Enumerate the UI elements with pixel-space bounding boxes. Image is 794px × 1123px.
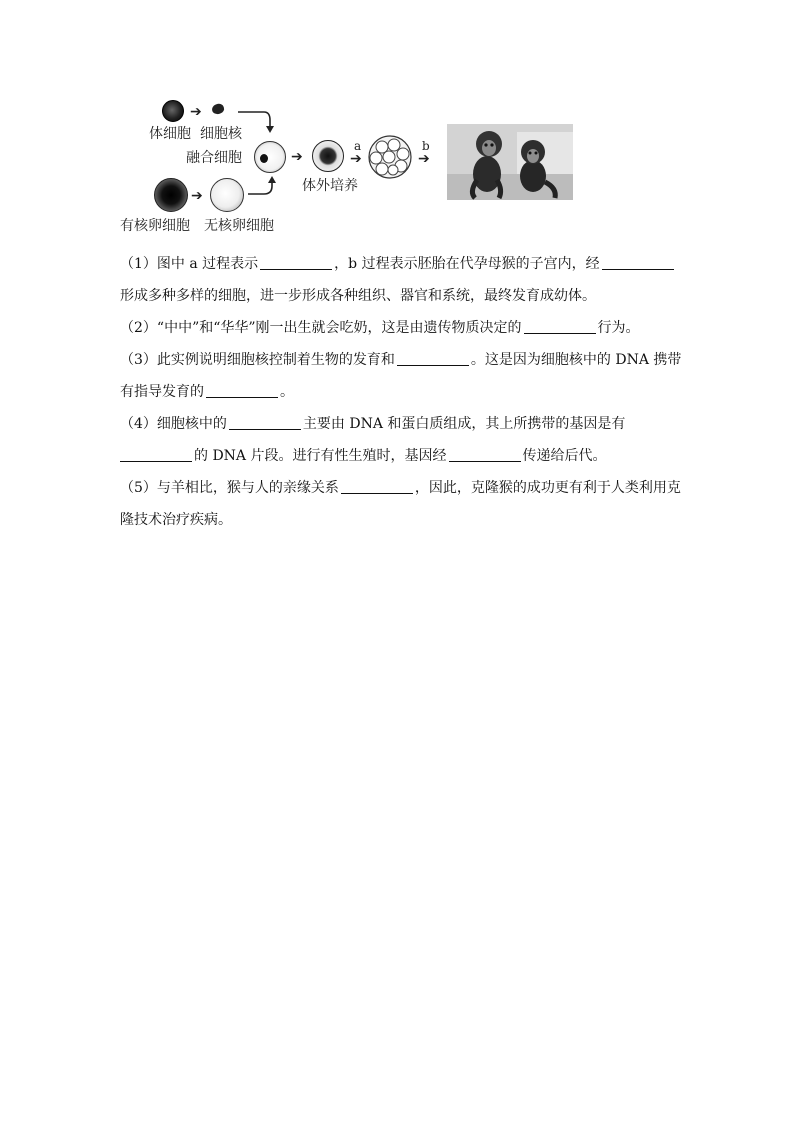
text-segment: （5）与羊相比，猴与人的亲缘关系 (120, 480, 339, 496)
cultured-cell-icon (312, 140, 344, 172)
arrow-right-icon: ➔ (418, 151, 430, 167)
text-segment: 主要由 DNA 和蛋白质组成，其上所携带的基因是有 (302, 416, 626, 432)
answer-blank[interactable] (397, 351, 469, 366)
text-segment: （4）细胞核中的 (120, 416, 227, 432)
cloned-monkeys-photo (447, 124, 573, 200)
text-segment: 形成多种多样的细胞，进一步形成各种组织、器官和系统，最终发育成幼体。 (120, 288, 596, 304)
curved-arrow-icon (246, 174, 282, 200)
question-block (120, 248, 682, 536)
label-fused-cell: 融合细胞 (186, 150, 242, 166)
arrow-right-icon: ➔ (190, 104, 202, 120)
question-line (120, 376, 676, 408)
text-segment: 有指导发育的 (120, 384, 204, 400)
question-line (120, 248, 676, 280)
egg-with-nucleus-icon (154, 178, 188, 212)
answer-blank[interactable] (206, 383, 278, 398)
label-egg-with-nucleus: 有核卵细胞 (120, 218, 190, 234)
answer-blank[interactable] (524, 319, 596, 334)
arrow-right-icon: ➔ (291, 149, 303, 165)
answer-blank[interactable] (260, 255, 332, 270)
text-segment: （1）图中 a 过程表示 (120, 256, 259, 272)
text-segment: 。这是因为细胞核中的 DNA 携带 (470, 352, 682, 368)
label-culture: 体外培养 (302, 178, 358, 194)
text-segment: （3）此实例说明细胞核控制着生物的发育和 (120, 352, 395, 368)
text-segment: 隆技术治疗疾病。 (120, 512, 232, 528)
question-line (120, 280, 676, 312)
label-nucleus: 细胞核 (200, 126, 242, 142)
text-segment: ，b 过程表示胚胎在代孕母猴的子宫内，经 (334, 256, 600, 272)
label-a: a (354, 139, 362, 153)
answer-blank[interactable] (341, 479, 413, 494)
egg-without-nucleus-icon (210, 178, 244, 212)
fused-cell-icon (254, 141, 286, 173)
embryo-icon (366, 134, 414, 180)
answer-blank[interactable] (229, 415, 301, 430)
label-egg-without-nucleus: 无核卵细胞 (204, 218, 274, 234)
text-segment: ，因此，克隆猴的成功更有利于人类利用克 (414, 480, 681, 496)
text-segment: 行为。 (597, 320, 640, 336)
question-line (120, 440, 676, 472)
question-line (120, 504, 676, 536)
text-segment: 的 DNA 片段。进行有性生殖时，基因经 (194, 448, 447, 464)
nucleus-icon (211, 102, 226, 116)
text-segment: （2）“中中”和“华华”刚一出生就会吃奶，这是由遗传物质决定的 (120, 320, 522, 336)
curved-arrow-icon (236, 106, 276, 136)
label-b: b (422, 139, 430, 153)
answer-blank[interactable] (449, 447, 521, 462)
question-line (120, 472, 681, 504)
somatic-cell-icon (162, 100, 184, 122)
arrow-right-icon: ➔ (191, 188, 203, 204)
text-segment: 。 (280, 384, 294, 400)
question-line (120, 344, 682, 376)
answer-blank[interactable] (120, 447, 192, 462)
question-line (120, 408, 676, 440)
text-segment: 传递给后代。 (522, 448, 607, 464)
arrow-right-icon: ➔ (350, 151, 362, 167)
label-somatic-cell: 体细胞 (149, 126, 191, 142)
question-line (120, 312, 676, 344)
cloning-process-figure (118, 98, 578, 238)
answer-blank[interactable] (602, 255, 674, 270)
